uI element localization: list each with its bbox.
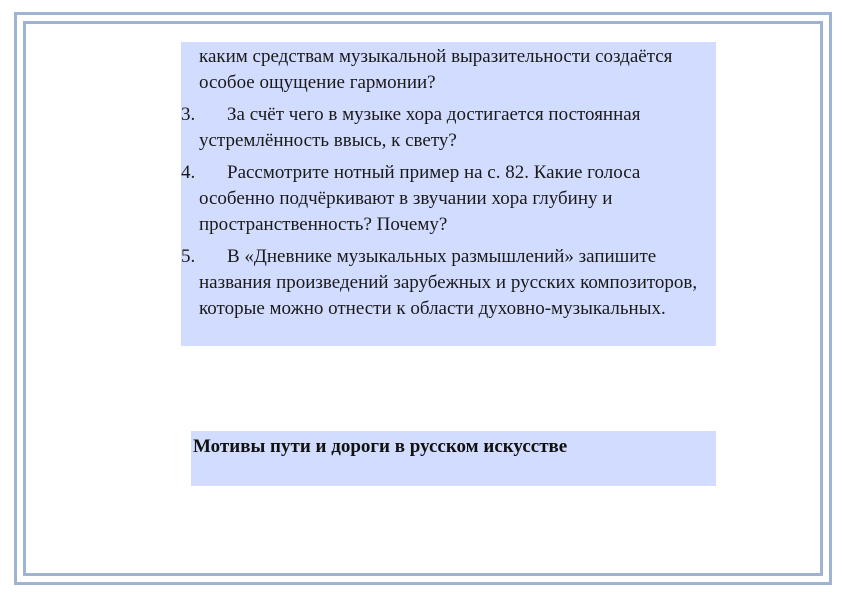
topic-title-box <box>191 431 716 486</box>
question-continuation <box>181 44 716 96</box>
question-number: 5. <box>181 246 196 267</box>
question-item-3 <box>181 102 716 154</box>
topic-title: Мотивы пути и дороги в русском искусстве <box>193 436 568 457</box>
question-continuation-text: каким средствам музыкальной выразительности создаётся особое ощущение гармонии? <box>199 46 673 93</box>
question-text: В «Дневнике музыкальных размышлений» запишите названия произведений зарубежных и русских композиторов, которые можно отнести к области духовно-музыкальных. <box>199 246 698 319</box>
question-item-5 <box>181 244 716 322</box>
question-text: За счёт чего в музыке хора достигается постоянная устремлённость ввысь, к свету? <box>199 104 641 151</box>
question-item-4 <box>181 160 716 238</box>
question-number: 3. <box>181 104 196 125</box>
question-number: 4. <box>181 162 196 183</box>
question-text: Рассмотрите нотный пример на с. 82. Какие голоса особенно подчёркивают в звучании хора глубину и пространственность? Почему? <box>199 162 641 235</box>
questions-box <box>181 42 716 346</box>
